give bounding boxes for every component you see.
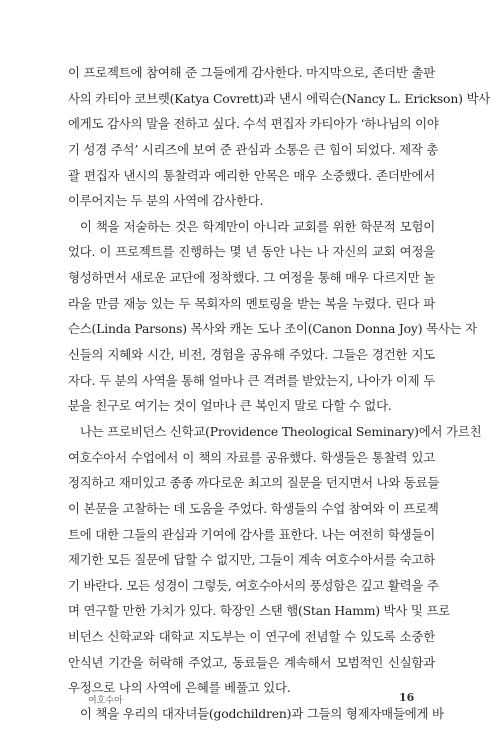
text-line: 제기한 모든 질문에 답할 수 없지만, 그들이 계속 여호수아서를 숙고하 <box>68 552 435 568</box>
text-line: 우정으로 나의 사역에 은혜를 베풀고 있다. <box>68 680 291 696</box>
text-line: 괄 편집자 낸시의 통찰력과 예리한 안목은 매우 소중했다. 존더반에서 <box>68 167 435 183</box>
text-line: 슨스(Linda Parsons) 목사와 캐논 도나 조이(Canon Donna Joy) 목사는 자 <box>68 321 477 337</box>
text-line: 에게도 감사의 말을 전하고 싶다. 수석 편집자 카티아가 ‘하나님의 이야 <box>68 116 439 132</box>
text-line: 기 성경 주석’ 시리즈에 보여 준 관심과 소통은 큰 힘이 되었다. 제작 총 <box>68 141 439 157</box>
text-line: 이루어지는 두 분의 사역에 감사한다. <box>68 193 264 209</box>
text-line: 었다. 이 프로젝트를 진행하는 몇 년 동안 나는 나 자신의 교회 여정을 <box>68 244 435 260</box>
text-line: 나는 프로비던스 신학교(Providence Theological Seminary)에서 가르친 <box>80 423 482 439</box>
text-line: 신들의 지혜와 시간, 비전, 경험을 공유해 주었다. 그들은 경건한 지도 <box>68 347 435 363</box>
text-line: 비던스 신학교와 대학교 지도부는 이 연구에 전념할 수 있도록 소중한 <box>68 629 435 645</box>
text-line: 안식년 기간을 허락해 주었고, 동료들은 계속해서 모범적인 신실함과 <box>68 654 435 670</box>
body-text <box>68 60 491 727</box>
text-line: 이 본문을 고찰하는 데 도움을 주었다. 학생들의 수업 참여와 이 프로젝 <box>68 500 439 516</box>
text-line: 분을 친구로 여기는 것이 얼마나 큰 복인지 말로 다할 수 없다. <box>68 398 392 414</box>
text-line: 이 프로젝트에 참여해 준 그들에게 감사한다. 마지막으로, 존더반 출판 <box>68 65 435 80</box>
text-line: 트에 대한 그들의 관심과 기여에 감사를 표한다. 나는 여전히 학생들이 <box>68 526 435 542</box>
text-line: 형성하면서 새로운 교단에 정착했다. 그 여정을 통해 매우 다르지만 놀 <box>68 270 435 286</box>
text-line: 며 연구할 만한 가치가 있다. 학장인 스탠 햄(Stan Hamm) 박사 및 프로 <box>68 603 450 619</box>
text-line: 이 책을 저술하는 것은 학계만이 아니라 교회를 위한 학문적 모험이 <box>80 218 435 234</box>
page-number: 16 <box>399 691 415 704</box>
text-line: 기 바란다. 모든 성경이 그렇듯, 여호수아서의 풍성함은 깊고 활력을 주 <box>68 577 439 593</box>
text-line: 정직하고 재미있고 종종 까다로운 최고의 질문을 던지면서 나와 동료들 <box>68 475 440 491</box>
text-line: 사의 카티아 코브렛(Katya Covrett)과 낸시 에릭슨(Nancy L. Erickson) 박사 <box>68 90 491 106</box>
text-line: 라울 만큼 재능 있는 두 목회자의 멘토링을 받는 복을 누렸다. 린다 파 <box>68 295 435 311</box>
text-line: 이 책을 우리의 대자녀들(godchildren)과 그들의 형제자매들에게 바 <box>80 706 444 722</box>
running-footer-title: 여호수아 <box>88 696 123 706</box>
text-line: 자다. 두 분의 사역을 통해 얼마나 큰 격려를 받았는지, 나아가 이제 두 <box>68 372 435 388</box>
text-line: 여호수아서 수업에서 이 책의 자료를 공유했다. 학생들은 통찰력 있고 <box>68 449 435 465</box>
